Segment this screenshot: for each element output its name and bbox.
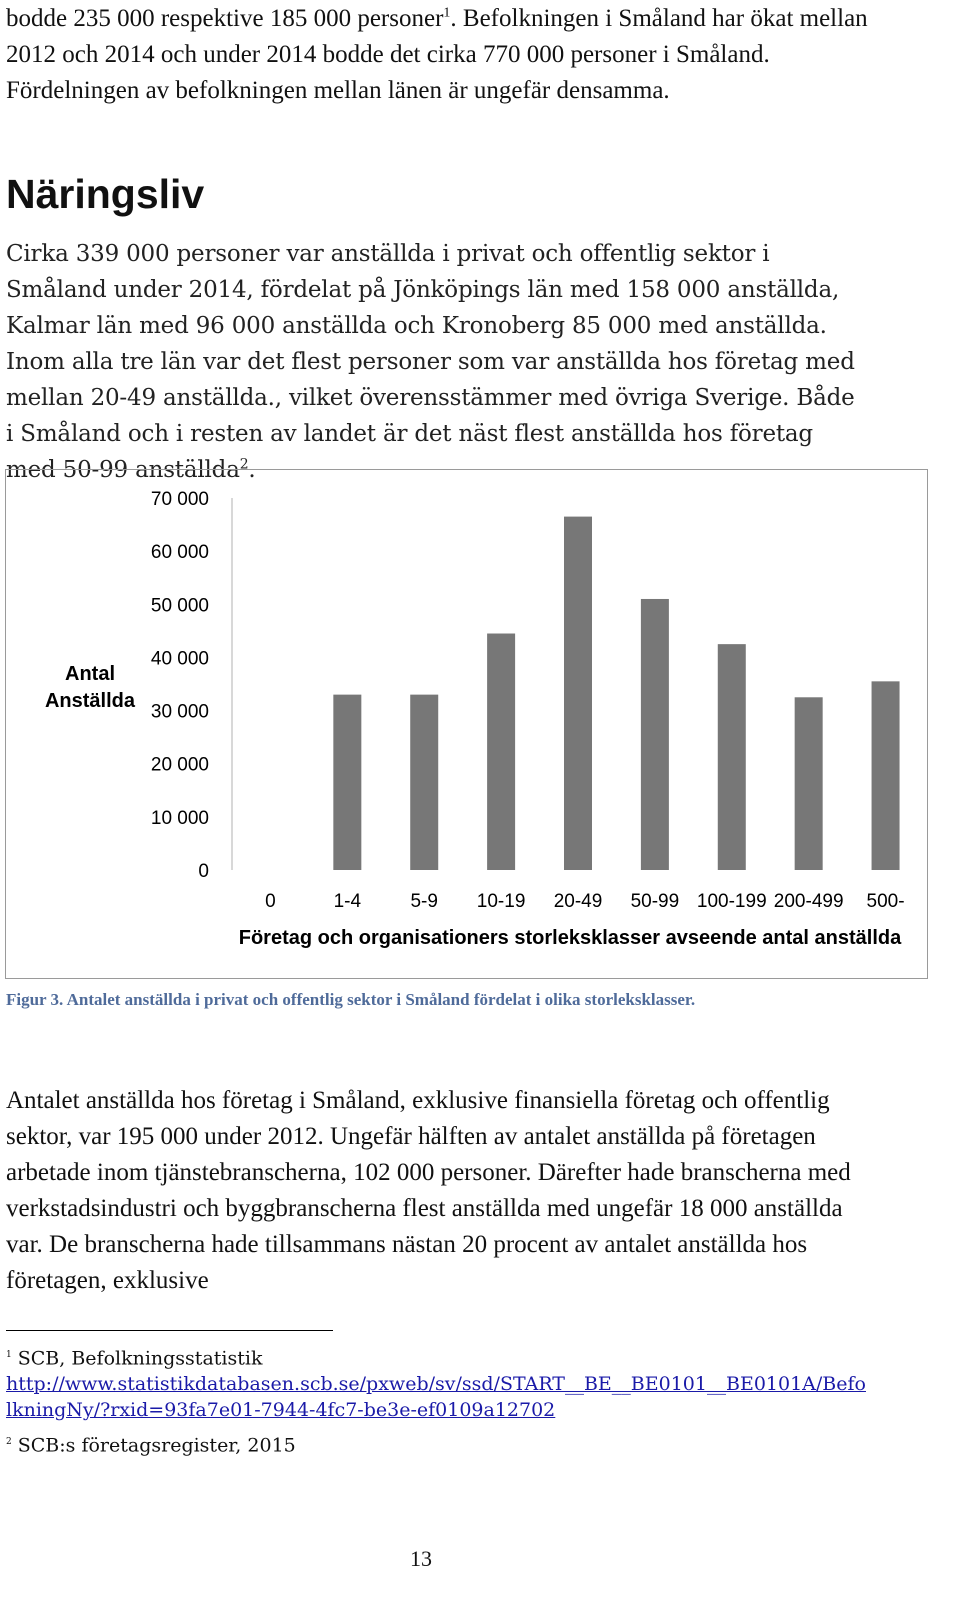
x-axis-label: Företag och organisationers storleksklasser avseende antal anställda	[238, 927, 902, 949]
intro-text-cont: . Befolkningen i Småland har ökat mellan 2012 och 2014 och under 2014 bodde det cirka 770 000 personer i Småland. Fördelningen av befolkningen mellan länen är ungefär densamma.	[6, 5, 868, 104]
footnote-ref-1[interactable]: 1	[443, 5, 451, 21]
intro-paragraph	[6, 1, 886, 109]
footnote-ref-2[interactable]: 2	[239, 456, 249, 473]
x-tick-label: 5-9	[410, 891, 438, 912]
y-axis-label-line2: Anställda	[44, 690, 136, 712]
y-tick-label: 40 000	[150, 648, 209, 670]
x-tick-label: 10-19	[476, 891, 526, 912]
body-paragraph-1	[6, 236, 866, 488]
bar	[564, 517, 592, 870]
y-tick-label: 60 000	[150, 542, 209, 564]
y-tick-label: 10 000	[150, 807, 209, 829]
y-tick-label: 50 000	[150, 595, 209, 617]
page-number: 13	[410, 1546, 432, 1571]
x-tick-label: 200-499	[773, 891, 844, 912]
chart-svg	[6, 470, 926, 977]
section-heading: Näringsliv	[6, 171, 205, 217]
footnote-separator	[6, 1330, 333, 1331]
bar	[872, 681, 900, 870]
bar	[410, 695, 438, 870]
footnote-2	[6, 1429, 866, 1458]
y-tick-label: 20 000	[150, 754, 209, 776]
x-tick-label: 100-199	[696, 891, 767, 912]
body-paragraph-2: Antalet anställda hos företag i Småland, exklusive finansiella företag och offentlig sektor, var 195 000 under 2012. Ungefär hälften av antalet anställda på företagen arbetade inom tjänstebranscherna, 102 000 personer. Därefter hade branscherna med verkstadsindustri och byggbranscherna flest anställda med ungefär 18 000 anställda var. De branscherna hade tillsammans nästan 20 procent av antalet anställda hos företagen, exklusive	[6, 1087, 851, 1294]
bars	[333, 517, 899, 870]
bar	[641, 599, 669, 870]
footnote-1-text: SCB, Befolkningsstatistik	[17, 1347, 263, 1370]
footnote-2-mark: 2	[6, 1437, 12, 1447]
paragraph1-text: Cirka 339 000 personer var anställda i privat och offentlig sektor i Småland under 2014, fördelat på Jönköpings län med 158 000 anställda, Kalmar län med 96 000 anställda och Kronoberg 85 000 med anställda. Inom alla tre län var det flest personer som var anställda hos företag med mellan 20-49 anställda., vilket överensstämmer med övriga Sverige. Både i Småland och i resten av landet är det näst flest anställda hos företag med 50-99 anställda	[6, 241, 855, 483]
bar	[333, 695, 361, 870]
y-tick-labels	[151, 489, 209, 882]
footnote-2-text: SCB:s företagsregister, 2015	[17, 1434, 296, 1457]
x-tick-label: 500-	[866, 891, 905, 912]
footnote-1-mark: 1	[6, 1350, 12, 1360]
y-axis-label-line1: Antal	[65, 663, 115, 685]
figure-caption: Figur 3. Antalet anställda i privat och offentlig sektor i Småland fördelat i olika storleksklasser.	[6, 990, 696, 1009]
x-tick-label: 1-4	[333, 891, 362, 912]
intro-text: bodde 235 000 respektive 185 000 personer	[6, 5, 444, 32]
x-tick-label: 20-49	[553, 891, 603, 912]
footnote-1-link[interactable]: http://www.statistikdatabasen.scb.se/pxweb/sv/ssd/START__BE__BE0101__BE0101A/BefolkningNy/?rxid=93fa7e01-7944-4fc7-be3e-ef0109a12702	[6, 1373, 866, 1422]
employees-bar-chart	[5, 469, 928, 979]
y-tick-label: 30 000	[150, 701, 209, 723]
bar	[795, 697, 823, 870]
y-tick-label: 70 000	[150, 489, 209, 510]
y-tick-label: 0	[198, 861, 209, 882]
footnote-1	[6, 1342, 866, 1423]
bar	[487, 634, 515, 870]
x-tick-label: 0	[265, 891, 276, 912]
x-tick-labels	[265, 891, 904, 912]
bar	[718, 644, 746, 870]
paragraph1-tail: .	[248, 457, 256, 483]
x-tick-label: 50-99	[630, 891, 680, 912]
